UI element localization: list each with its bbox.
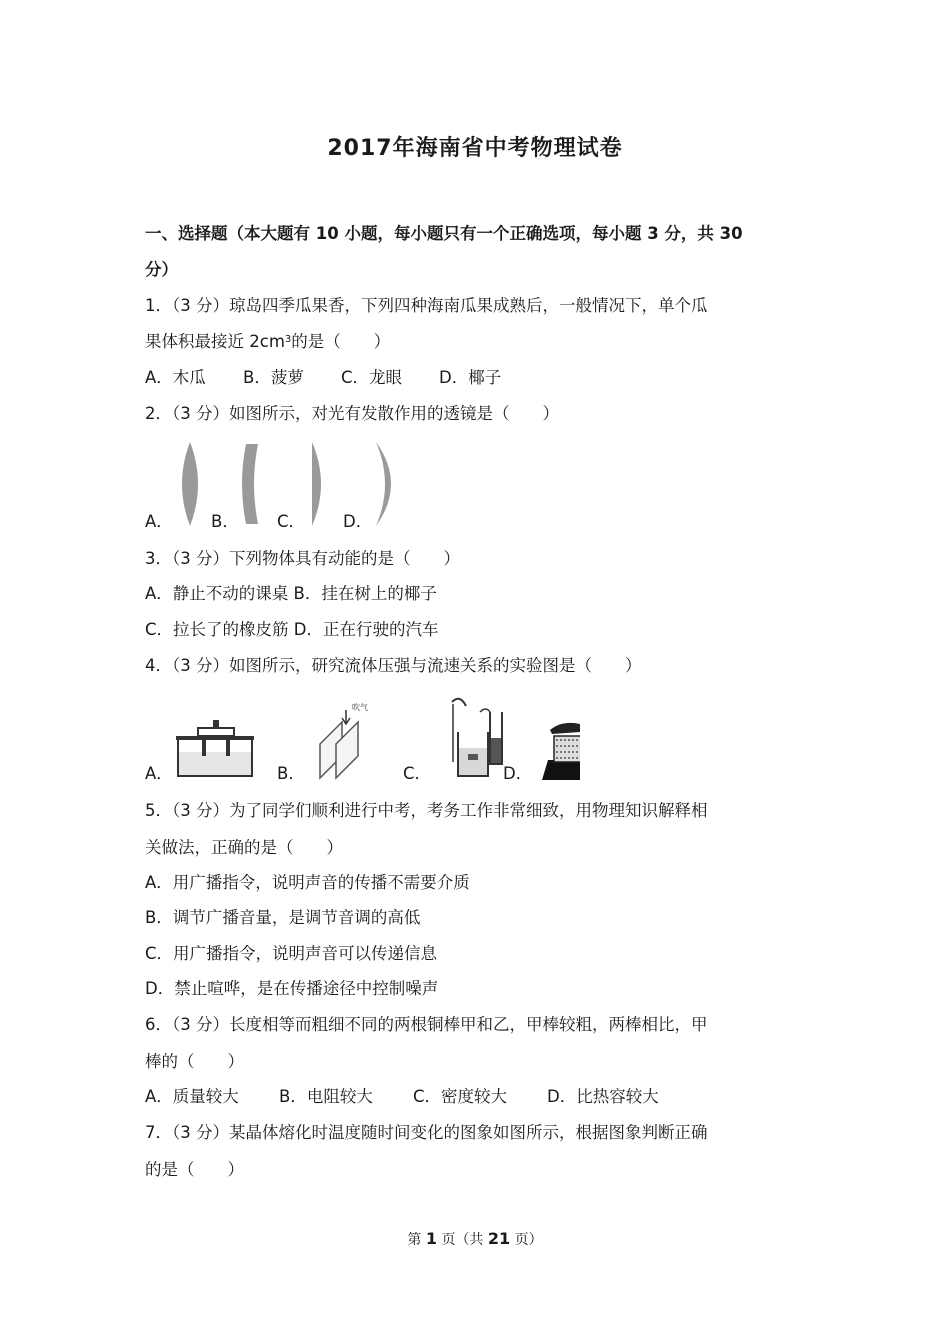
q1-stem-line2 [145, 331, 390, 353]
q1-superscript: 3 [284, 334, 292, 345]
lens-d-meniscus-icon [376, 442, 391, 526]
q4-option-d: D． [503, 764, 533, 783]
footer-middle: 页（共 [441, 1232, 484, 1248]
q1-option-a: A．木瓜 [145, 368, 206, 387]
q1-options [145, 367, 501, 389]
q2-option-d: D． [343, 512, 373, 531]
q2-option-c: C． [277, 512, 306, 531]
page-title: 2017年海南省中考物理试卷 [327, 136, 623, 161]
page-footer [0, 1229, 950, 1249]
q7-stem-line2: 的是（ ） [145, 1160, 244, 1179]
q4-option-c: C． [403, 764, 432, 783]
q1-option-d: D．椰子 [439, 368, 502, 387]
q2-option-b: B． [211, 512, 239, 531]
q5-option-b: B．调节广播音量，是调节音调的高低 [145, 908, 421, 927]
q4-options [145, 763, 532, 785]
q6-option-b: B．电阻较大 [279, 1087, 373, 1106]
q2-options [145, 511, 372, 533]
q5-option-d: D．禁止喧哗，是在传播途径中控制噪声 [145, 979, 439, 998]
footer-suffix: 页） [514, 1232, 543, 1248]
q1-stem-text: 果体积最接近 2cm [145, 332, 285, 351]
section-heading-line1: 一、选择题（本大题有 10 小题，每小题只有一个正确选项，每小题 3 分，共 30 [145, 224, 743, 243]
q1-option-b: B．菠萝 [243, 368, 304, 387]
q6-stem-line1: 6．（3 分）长度相等而粗细不同的两根铜棒甲和乙，甲棒较粗，两棒相比，甲 [145, 1015, 708, 1034]
q6-option-d: D．比热容较大 [547, 1087, 659, 1106]
footer-page-number: 1 [425, 1229, 437, 1248]
q1-stem-tail: 的是（ ） [291, 332, 391, 351]
q5-stem-line2: 关做法，正确的是（ ） [145, 838, 343, 857]
footer-prefix: 第 [407, 1232, 422, 1248]
q2-option-a: A． [145, 512, 173, 531]
q2-stem: 2．（3 分）如图所示，对光有发散作用的透镜是（ ） [145, 404, 559, 423]
footer-total-pages: 21 [487, 1229, 511, 1248]
q4-stem: 4．（3 分）如图所示，研究流体压强与流速关系的实验图是（ ） [145, 656, 642, 675]
section-heading-line2: 分） [145, 260, 178, 279]
q3-options-ab: A．静止不动的课桌 B．挂在树上的椰子 [145, 584, 437, 603]
q7-stem-line1: 7．（3 分）某晶体熔化时温度随时间变化的图象如图所示，根据图象判断正确 [145, 1123, 708, 1142]
q1-option-c: C．龙眼 [341, 368, 403, 387]
q6-option-a: A．质量较大 [145, 1087, 239, 1106]
q3-options-cd: C．拉长了的橡皮筋 D．正在行驶的汽车 [145, 620, 439, 639]
q3-stem: 3．（3 分）下列物体具有动能的是（ ） [145, 549, 460, 568]
q5-option-c: C．用广播指令，说明声音可以传递信息 [145, 944, 438, 963]
q6-options [145, 1086, 659, 1108]
q6-stem-line2: 棒的（ ） [145, 1052, 244, 1071]
fig-d-sponge-icon [542, 723, 580, 780]
q5-option-a: A．用广播指令，说明声音的传播不需要介质 [145, 873, 470, 892]
q4-option-a: A． [145, 764, 173, 783]
q1-stem-line1: 1．（3 分）琼岛四季瓜果香，下列四种海南瓜果成熟后，一般情况下，单个瓜 [145, 296, 708, 315]
q6-option-c: C．密度较大 [413, 1087, 508, 1106]
fig-b-label: 吹气 [352, 703, 368, 712]
q5-stem-line1: 5．（3 分）为了同学们顺利进行中考，考务工作非常细致，用物理知识解释相 [145, 801, 708, 820]
q4-option-b: B． [277, 764, 305, 783]
